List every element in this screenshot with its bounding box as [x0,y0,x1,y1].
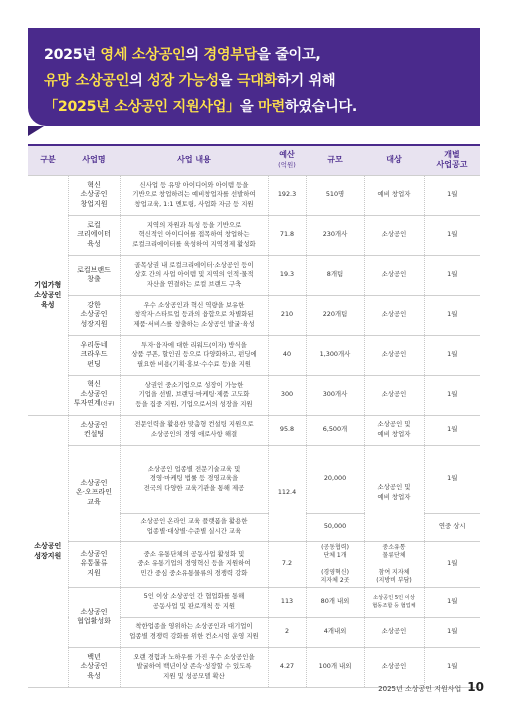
program-announcement: 1월 [424,295,480,335]
program-announcement: 1월 [424,647,480,687]
page-number: 10 [467,680,484,694]
table-row [28,587,480,617]
table-row [28,255,480,295]
program-scale: 80개 내외 [306,587,364,617]
program-content: 오랜 경험과 노하우를 가진 우수 소상공인을 발굴하여 백년이상 존속·성장할 수 있도록 지원 및 성공모델 확산 [120,647,268,687]
table-row [28,335,480,375]
program-budget: 19.3 [268,255,306,295]
header-scale: 규모 [306,145,364,175]
program-budget: 192.3 [268,175,306,215]
program-content: 착한업종을 영위하는 소상공인과 대기업이 업종별 경쟁력 강화를 위한 컨소시엄 운영 지원 [120,617,268,647]
program-announcement: 1월 [424,255,480,295]
program-announcement: 1월 [424,617,480,647]
program-scale: (공동협력) 단체 1개 (경영혁신) 지자체 2곳 [306,541,364,587]
program-announcement: 연중 상시 [424,513,480,541]
table-row [28,415,480,445]
program-content: 신사업 등 유망 아이디어와 아이템 등을 기반으로 창업하려는 예비창업자를 선발하여 창업교육, 1:1 멘토링, 사업화 자금 등 지원 [120,175,268,215]
table-row [28,541,480,587]
program-content: 골목상권 내 로컬크리에이터·소상공인 등이 상호 간의 사업 아이템 및 지역의 인적·물적 자산을 연결하는 로컬 브랜드 구축 [120,255,268,295]
program-scale: 100개 내외 [306,647,364,687]
program-target: 소상공인 및 예비 창업자 [364,415,424,445]
program-name: 백년 소상공인 육성 [68,647,120,687]
table-row [28,215,480,255]
program-announcement: 1월 [424,175,480,215]
program-name: 로컬 크리에이터 육성 [68,215,120,255]
program-target: 소상공인 [364,647,424,687]
program-scale: 300개사 [306,375,364,415]
program-budget: 95.8 [268,415,306,445]
header-announcement: 개별 사업공고 [424,145,480,175]
program-name: 혁신 소상공인 투자연계(신규) [68,375,120,415]
program-name: 소상공인 컨설팅 [68,415,120,445]
program-content: 소상공인 온라인 교육 플랫폼을 활용한 업종별·대상별·수준별 실시간 교육 [120,513,268,541]
program-budget: 40 [268,335,306,375]
header-target: 대상 [364,145,424,175]
program-budget: 71.8 [268,215,306,255]
table-header-row [28,145,480,175]
program-target: 소상공인 [364,375,424,415]
headline-line-3: 「2025년 소상공인 지원사업」을 마련하였습니다. [44,99,357,115]
program-target: 소상공인 [364,335,424,375]
program-budget: 210 [268,295,306,335]
header-name: 사업명 [68,145,120,175]
header-content: 사업 내용 [120,145,268,175]
program-name: 소상공인 유통물류 지원 [68,541,120,587]
program-content: 우수 소상공인과 혁신 역량을 보유한 창작자·스타트업 등과의 융합으로 차별화된 제품·서비스를 창출하는 소상공인 발굴·육성 [120,295,268,335]
program-target: 소상공인 [364,215,424,255]
program-announcement: 1월 [424,415,480,445]
banner-tail [28,126,44,136]
program-announcement: 1월 [424,215,480,255]
table-row [28,445,480,513]
program-scale: 1,300개사 [306,335,364,375]
program-announcement: 1월 [424,335,480,375]
footer-title: 2025년 소상공인 지원사업 [378,685,462,693]
program-announcement: 1월 [424,375,480,415]
group-growth-support: 소상공인 성장지원 [28,415,68,687]
program-content: 상권인 중소기업으로 성장이 가능한 기업을 선별, 브랜딩·마케팅·제품 고도화 등을 집중 지원, 기업으로서의 성장을 지원 [120,375,268,415]
program-target: 소상공인 [364,255,424,295]
program-scale: 20,000 [306,445,364,513]
table-row [28,295,480,335]
program-target: 소상공인 5인 이상 협동조합 등 협업체 [364,587,424,617]
program-scale: 4개내외 [306,617,364,647]
program-name: 혁신 소상공인 창업지원 [68,175,120,215]
headline-banner [28,28,480,126]
program-announcement: 1월 [424,445,480,513]
program-scale: 6,500개 [306,415,364,445]
program-target: 중소유통 물류단체 참여 지자체 (지방비 부담) [364,541,424,587]
program-budget: 7.2 [268,541,306,587]
program-scale: 230개사 [306,215,364,255]
program-announcement: 1월 [424,541,480,587]
program-budget: 113 [268,587,306,617]
header-category: 구분 [28,145,68,175]
program-name: 소상공인 협업활성화 [68,587,120,647]
headline-line-2: 유망 소상공인의 성장 가능성을 극대화하기 위해 [44,73,336,89]
program-announcement: 1월 [424,587,480,617]
program-content: 전문인력을 활용한 맞춤형 컨설팅 지원으로 소상공인의 경영 애로사항 해결 [120,415,268,445]
program-target: 소상공인 [364,295,424,335]
table-row [28,175,480,215]
program-budget: 112.4 [268,445,306,541]
program-budget: 2 [268,617,306,647]
program-content: 5인 이상 소상공인 간 협업화를 통해 공동사업 및 판로개척 등 지원 [120,587,268,617]
program-name: 로컬브랜드 창출 [68,255,120,295]
program-content: 중소 유통단체의 공동사업 활성화 및 중소 유통기업의 경영혁신 등을 지원하여 민간 중심 중소유통물류의 경쟁력 강화 [120,541,268,587]
program-scale: 220개팀 [306,295,364,335]
program-scale: 50,000 [306,513,364,541]
program-target: 소상공인 및 예비 창업자 [364,445,424,541]
program-budget: 4.27 [268,647,306,687]
header-budget: 예산 (억원) [268,145,306,175]
program-scale: 8개팀 [306,255,364,295]
headline-line-1: 2025년 영세 소상공인의 경영부담을 줄이고, [44,47,321,63]
program-scale: 510명 [306,175,364,215]
group-entrepreneurial: 기업가형 소상공인 육성 [28,175,68,415]
program-content: 투자·융자에 대한 리워드(이자) 방식을 상품 쿠폰, 할인권 등으로 다양화하고, 펀딩에 필요한 비용(기획·홍보·수수료 등)을 지원 [120,335,268,375]
program-name: 우리동네 크라우드 펀딩 [68,335,120,375]
program-name: 강한 소상공인 성장지원 [68,295,120,335]
program-content: 지역의 자원과 특성 등을 기반으로 혁신적인 아이디어를 접목하여 창업하는 로컬크리에이터를 육성하여 지역경제 활성화 [120,215,268,255]
program-budget: 300 [268,375,306,415]
program-name: 소상공인 온·오프라인 교육 [68,445,120,541]
page-footer [378,680,484,694]
program-target: 예비 창업자 [364,175,424,215]
program-content: 소상공인 업종별 전문기술교육 및 경영·마케팅 법률 등 경영교육을 전국의 다양한 교육기관을 통해 제공 [120,445,268,513]
program-target: 소상공인 [364,617,424,647]
table-row [28,375,480,415]
support-programs-table [28,144,480,688]
